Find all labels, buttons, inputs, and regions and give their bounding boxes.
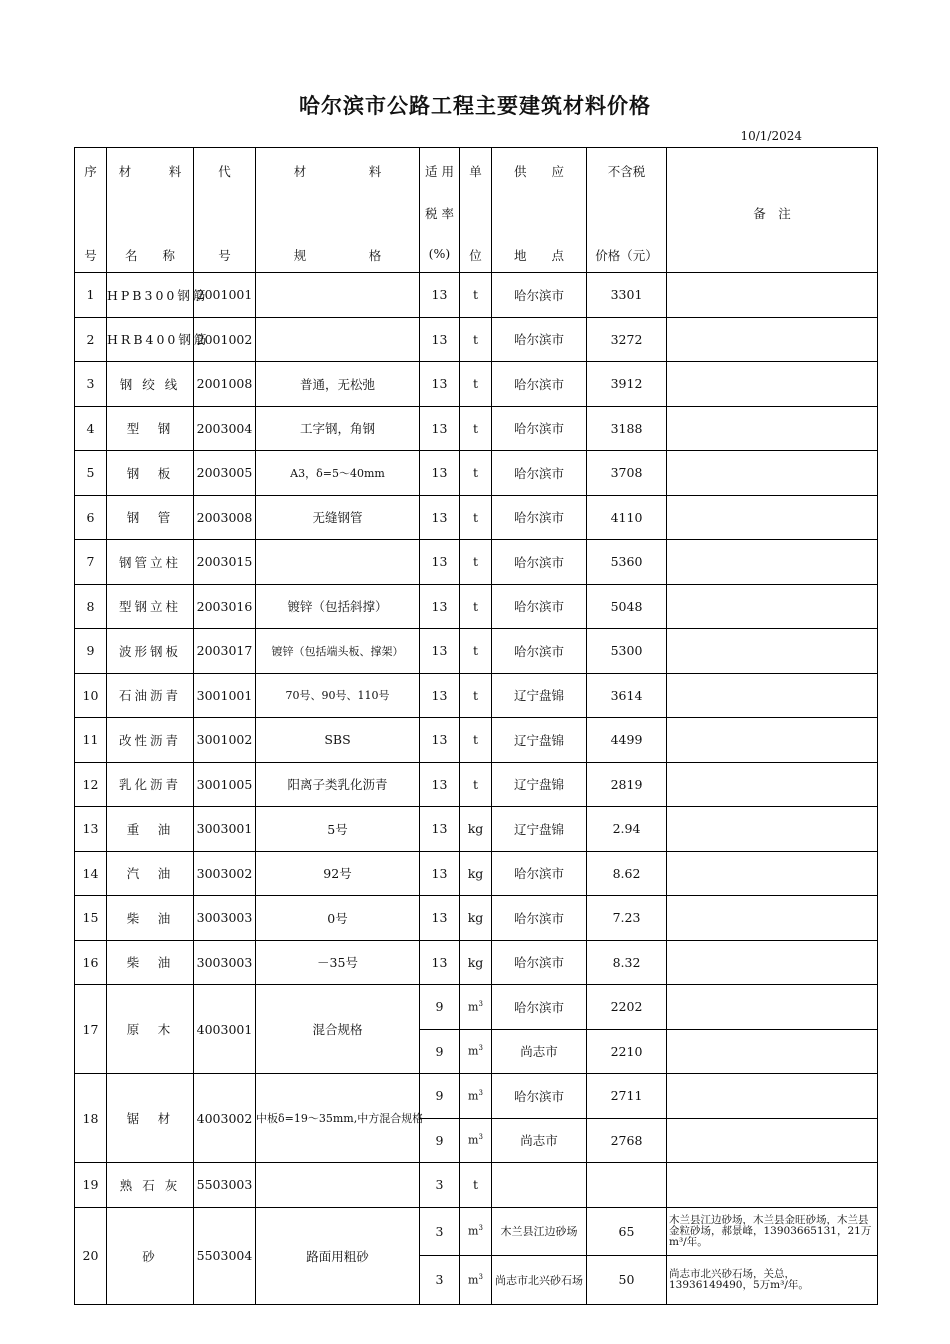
cell-price: 2711	[587, 1074, 667, 1119]
cell-code: 3003003	[194, 940, 256, 985]
cell-no: 10	[75, 673, 107, 718]
cell-name: 柴 油	[107, 896, 194, 941]
cell-tax: 13	[420, 762, 460, 807]
cell-code: 3003003	[194, 896, 256, 941]
cell-remark	[667, 1029, 878, 1074]
cell-code: 2003004	[194, 406, 256, 451]
table-row	[75, 629, 878, 674]
cell-name: 原 木	[107, 985, 194, 1074]
header-spec: 材 料 规 格	[256, 148, 420, 273]
cell-tax: 13	[420, 273, 460, 318]
cell-unit: t	[460, 762, 492, 807]
cell-place: 哈尔滨市	[492, 584, 587, 629]
cell-no: 15	[75, 896, 107, 941]
cell-remark	[667, 362, 878, 407]
table-row	[75, 495, 878, 540]
price-table	[74, 147, 878, 1305]
cell-no: 2	[75, 317, 107, 362]
cell-place: 哈尔滨市	[492, 406, 587, 451]
cell-spec: 5号	[256, 807, 420, 852]
header-name: 材 料 名 称	[107, 148, 194, 273]
cell-no: 16	[75, 940, 107, 985]
price-table-wrapper	[74, 147, 878, 1295]
cell-no: 4	[75, 406, 107, 451]
cell-tax: 13	[420, 584, 460, 629]
cell-remark	[667, 406, 878, 451]
cell-name: 乳化沥青	[107, 762, 194, 807]
cell-price: 8.32	[587, 940, 667, 985]
cell-name: 波形钢板	[107, 629, 194, 674]
cell-no: 18	[75, 1074, 107, 1163]
table-header-row	[75, 148, 878, 273]
cell-spec	[256, 273, 420, 318]
cell-place: 辽宁盘锦	[492, 718, 587, 763]
cell-price: 4499	[587, 718, 667, 763]
cell-place: 哈尔滨市	[492, 362, 587, 407]
cell-code: 2003016	[194, 584, 256, 629]
cell-spec: 70号、90号、110号	[256, 673, 420, 718]
cell-place: 木兰县江边砂场	[492, 1207, 587, 1256]
cell-price: 5360	[587, 540, 667, 585]
cell-tax: 13	[420, 896, 460, 941]
cell-spec: －35号	[256, 940, 420, 985]
cell-place: 尚志市	[492, 1118, 587, 1163]
cell-name: 柴 油	[107, 940, 194, 985]
table-row	[75, 762, 878, 807]
cell-code: 2001008	[194, 362, 256, 407]
cell-remark	[667, 1074, 878, 1119]
cell-unit: t	[460, 1163, 492, 1208]
header-unit: 单 位	[460, 148, 492, 273]
cell-remark	[667, 317, 878, 362]
cell-name: HRB400钢筋	[107, 317, 194, 362]
cell-unit: $m^3$	[460, 1207, 492, 1256]
cell-remark	[667, 1163, 878, 1208]
cell-place: 哈尔滨市	[492, 985, 587, 1030]
cell-no: 19	[75, 1163, 107, 1208]
cell-code: 5503003	[194, 1163, 256, 1208]
cell-spec: 92号	[256, 851, 420, 896]
cell-unit: kg	[460, 896, 492, 941]
cell-unit: t	[460, 362, 492, 407]
cell-remark	[667, 985, 878, 1030]
header-seq: 序 号	[75, 148, 107, 273]
cell-remark	[667, 762, 878, 807]
cell-code: 2003017	[194, 629, 256, 674]
cell-price: 2210	[587, 1029, 667, 1074]
cell-no: 17	[75, 985, 107, 1074]
table-row	[75, 273, 878, 318]
cell-tax: 13	[420, 718, 460, 763]
header-price: 不含税 价格（元）	[587, 148, 667, 273]
cell-remark	[667, 851, 878, 896]
cell-code: 2001001	[194, 273, 256, 318]
cell-price: 2202	[587, 985, 667, 1030]
cell-remark: 木兰县江边砂场，木兰县金旺砂场，木兰县金粒砂场，郝景峰，13903665131，21万m³/年。	[667, 1207, 878, 1256]
cell-price: 2819	[587, 762, 667, 807]
cell-tax: 9	[420, 1074, 460, 1119]
cell-remark	[667, 807, 878, 852]
table-row	[75, 362, 878, 407]
cell-remark	[667, 940, 878, 985]
cell-unit: kg	[460, 807, 492, 852]
cell-price: 3301	[587, 273, 667, 318]
cell-place: 辽宁盘锦	[492, 807, 587, 852]
cell-spec: A3，δ=5～40mm	[256, 451, 420, 496]
cell-price: 65	[587, 1207, 667, 1256]
table-row	[75, 851, 878, 896]
cell-no: 12	[75, 762, 107, 807]
cell-name: 型 钢	[107, 406, 194, 451]
table-row	[75, 807, 878, 852]
table-row	[75, 317, 878, 362]
cell-place: 尚志市北兴砂石场	[492, 1256, 587, 1305]
table-row	[75, 406, 878, 451]
table-row	[75, 985, 878, 1030]
cell-no: 13	[75, 807, 107, 852]
cell-unit: t	[460, 540, 492, 585]
cell-price: 2.94	[587, 807, 667, 852]
cell-remark	[667, 273, 878, 318]
cell-spec: 混合规格	[256, 985, 420, 1074]
cell-price: 7.23	[587, 896, 667, 941]
cell-name: 改性沥青	[107, 718, 194, 763]
cell-spec: 镀锌（包括斜撑）	[256, 584, 420, 629]
cell-spec	[256, 1163, 420, 1208]
cell-place: 哈尔滨市	[492, 273, 587, 318]
cell-price: 2768	[587, 1118, 667, 1163]
cell-name: HPB300钢筋	[107, 273, 194, 318]
cell-name: 钢管立柱	[107, 540, 194, 585]
cell-remark	[667, 495, 878, 540]
cell-price: 4110	[587, 495, 667, 540]
cell-place: 哈尔滨市	[492, 1074, 587, 1119]
cell-unit: kg	[460, 940, 492, 985]
table-row	[75, 896, 878, 941]
cell-tax: 13	[420, 851, 460, 896]
cell-tax: 13	[420, 406, 460, 451]
cell-spec: 阳离子类乳化沥青	[256, 762, 420, 807]
cell-remark	[667, 673, 878, 718]
cell-unit: t	[460, 406, 492, 451]
header-tax: 适 用 税 率 (%)	[420, 148, 460, 273]
cell-name: 钢 板	[107, 451, 194, 496]
cell-code: 3001001	[194, 673, 256, 718]
cell-place: 哈尔滨市	[492, 540, 587, 585]
cell-price: 5048	[587, 584, 667, 629]
cell-remark	[667, 451, 878, 496]
cell-price: 3272	[587, 317, 667, 362]
table-row	[75, 940, 878, 985]
cell-unit: $m^3$	[460, 985, 492, 1030]
cell-tax: 13	[420, 629, 460, 674]
cell-spec: 普通，无松弛	[256, 362, 420, 407]
cell-tax: 9	[420, 1029, 460, 1074]
cell-spec: SBS	[256, 718, 420, 763]
cell-tax: 13	[420, 940, 460, 985]
page-title: 哈尔滨市公路工程主要建筑材料价格	[299, 94, 651, 118]
cell-no: 5	[75, 451, 107, 496]
cell-name: 型钢立柱	[107, 584, 194, 629]
cell-code: 3001002	[194, 718, 256, 763]
cell-remark	[667, 584, 878, 629]
cell-code: 4003001	[194, 985, 256, 1074]
cell-name: 锯 材	[107, 1074, 194, 1163]
table-row	[75, 1163, 878, 1208]
cell-price: 3708	[587, 451, 667, 496]
table-row	[75, 540, 878, 585]
cell-price: 3614	[587, 673, 667, 718]
cell-tax: 3	[420, 1163, 460, 1208]
table-row	[75, 451, 878, 496]
cell-no: 14	[75, 851, 107, 896]
cell-unit: $m^3$	[460, 1074, 492, 1119]
cell-no: 6	[75, 495, 107, 540]
cell-tax: 13	[420, 540, 460, 585]
cell-name: 石油沥青	[107, 673, 194, 718]
cell-code: 3003001	[194, 807, 256, 852]
table-row	[75, 718, 878, 763]
table-row	[75, 673, 878, 718]
cell-tax: 3	[420, 1207, 460, 1256]
cell-tax: 13	[420, 317, 460, 362]
cell-name: 砂	[107, 1207, 194, 1304]
cell-code: 3001005	[194, 762, 256, 807]
header-remark: 备 注	[667, 148, 878, 273]
cell-unit: t	[460, 273, 492, 318]
cell-unit: t	[460, 718, 492, 763]
cell-price: 8.62	[587, 851, 667, 896]
cell-tax: 13	[420, 807, 460, 852]
cell-unit: $m^3$	[460, 1029, 492, 1074]
cell-code: 2003005	[194, 451, 256, 496]
cell-price: 3188	[587, 406, 667, 451]
cell-no: 9	[75, 629, 107, 674]
cell-name: 钢 绞 线	[107, 362, 194, 407]
cell-tax: 9	[420, 1118, 460, 1163]
cell-name: 钢 管	[107, 495, 194, 540]
cell-unit: t	[460, 629, 492, 674]
cell-tax: 13	[420, 673, 460, 718]
cell-spec	[256, 540, 420, 585]
cell-place: 尚志市	[492, 1029, 587, 1074]
cell-code: 3003002	[194, 851, 256, 896]
cell-place	[492, 1163, 587, 1208]
cell-unit: $m^3$	[460, 1118, 492, 1163]
cell-place: 辽宁盘锦	[492, 762, 587, 807]
cell-name: 熟 石 灰	[107, 1163, 194, 1208]
cell-unit: t	[460, 317, 492, 362]
cell-price: 5300	[587, 629, 667, 674]
cell-place: 哈尔滨市	[492, 317, 587, 362]
table-row	[75, 584, 878, 629]
header-supply: 供 应 地 点	[492, 148, 587, 273]
cell-name: 重 油	[107, 807, 194, 852]
cell-tax: 13	[420, 451, 460, 496]
cell-remark	[667, 629, 878, 674]
cell-remark	[667, 1118, 878, 1163]
cell-tax: 3	[420, 1256, 460, 1305]
cell-spec: 0号	[256, 896, 420, 941]
cell-remark	[667, 896, 878, 941]
cell-tax: 9	[420, 985, 460, 1030]
cell-code: 2003008	[194, 495, 256, 540]
cell-place: 哈尔滨市	[492, 940, 587, 985]
cell-place: 哈尔滨市	[492, 495, 587, 540]
cell-price: 50	[587, 1256, 667, 1305]
cell-tax: 13	[420, 362, 460, 407]
table-row	[75, 1074, 878, 1119]
cell-unit: t	[460, 673, 492, 718]
cell-no: 3	[75, 362, 107, 407]
cell-spec: 镀锌（包括端头板、撑架）	[256, 629, 420, 674]
cell-price: 3912	[587, 362, 667, 407]
cell-unit: t	[460, 584, 492, 629]
cell-place: 辽宁盘锦	[492, 673, 587, 718]
price-date: 10/1/2024	[740, 129, 802, 143]
cell-no: 8	[75, 584, 107, 629]
table-row	[75, 1207, 878, 1256]
cell-code: 2003015	[194, 540, 256, 585]
cell-no: 20	[75, 1207, 107, 1304]
cell-code: 4003002	[194, 1074, 256, 1163]
cell-remark	[667, 540, 878, 585]
cell-no: 1	[75, 273, 107, 318]
cell-no: 11	[75, 718, 107, 763]
cell-spec: 无缝钢管	[256, 495, 420, 540]
cell-code: 5503004	[194, 1207, 256, 1304]
cell-place: 哈尔滨市	[492, 451, 587, 496]
cell-remark: 尚志市北兴砂石场，关总，13936149490，5万m³/年。	[667, 1256, 878, 1305]
cell-price	[587, 1163, 667, 1208]
cell-place: 哈尔滨市	[492, 851, 587, 896]
cell-name: 汽 油	[107, 851, 194, 896]
cell-spec	[256, 317, 420, 362]
cell-no: 7	[75, 540, 107, 585]
cell-place: 哈尔滨市	[492, 629, 587, 674]
cell-spec: 工字钢，角钢	[256, 406, 420, 451]
cell-remark	[667, 718, 878, 763]
header-code: 代 号	[194, 148, 256, 273]
cell-unit: kg	[460, 851, 492, 896]
cell-unit: t	[460, 451, 492, 496]
cell-spec: 路面用粗砂	[256, 1207, 420, 1304]
cell-tax: 13	[420, 495, 460, 540]
cell-spec: 中板δ=19～35mm,中方混合规格	[256, 1074, 420, 1163]
cell-code: 2001002	[194, 317, 256, 362]
cell-unit: $m^3$	[460, 1256, 492, 1305]
cell-place: 哈尔滨市	[492, 896, 587, 941]
cell-unit: t	[460, 495, 492, 540]
